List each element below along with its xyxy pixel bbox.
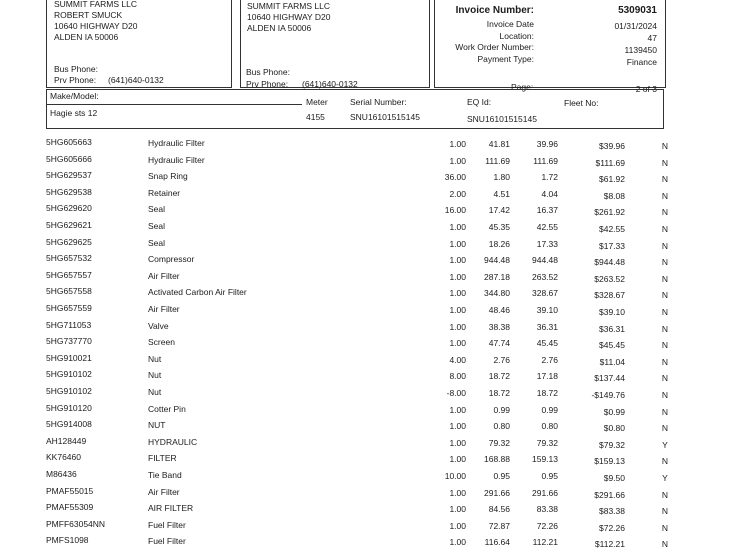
taxable-flag: N (661, 539, 669, 550)
eq-id-label: EQ Id: (467, 97, 492, 107)
quantity: 1.00 (449, 421, 466, 432)
customer-prv-phone-label: Prv Phone: (54, 75, 97, 85)
taxable-flag: N (661, 174, 669, 185)
part-description: Seal (148, 221, 166, 231)
table-row (0, 220, 740, 236)
list-price: 38.38 (488, 321, 510, 332)
quantity: 1.00 (449, 305, 466, 315)
part-number: AH128449 (46, 435, 87, 446)
taxable-flag: N (661, 506, 669, 517)
invoice-number: 5309031 (618, 5, 657, 16)
taxable-flag: N (661, 207, 669, 218)
table-row (0, 137, 740, 153)
ship-to-address: 10640 HIGHWAY D20 (247, 12, 331, 22)
table-row (0, 535, 740, 551)
invoice-number-label: Invoice Number: (455, 5, 534, 16)
part-number: PMFS1098 (46, 535, 89, 546)
table-row (0, 270, 740, 286)
quantity: 1.00 (449, 404, 466, 415)
list-price: 79.32 (488, 437, 510, 448)
part-description: Hydraulic Filter (148, 138, 205, 148)
part-description: Retainer (148, 187, 181, 198)
equipment-divider (46, 104, 302, 105)
part-description: Nut (148, 370, 162, 381)
quantity: 1.00 (449, 487, 466, 498)
taxable-flag: N (661, 456, 669, 467)
make-model-value: Hagie sts 12 (50, 108, 98, 118)
taxable-flag: N (661, 423, 669, 434)
part-description: Seal (148, 237, 166, 248)
table-row (0, 336, 740, 352)
taxable-flag: N (661, 489, 669, 500)
extended-amount: $944.48 (594, 257, 625, 268)
part-number: 5HG657558 (46, 286, 92, 297)
quantity: 1.00 (449, 338, 466, 349)
table-row (0, 187, 740, 203)
net-price: 72.26 (536, 520, 558, 531)
taxable-flag: Y (662, 473, 668, 483)
list-price: 18.26 (488, 238, 510, 249)
quantity: 16.00 (444, 205, 466, 216)
table-row (0, 486, 740, 502)
net-price: 4.04 (541, 188, 558, 199)
part-number: 5HG629538 (46, 186, 92, 197)
part-description: Activated Carbon Air Filter (148, 287, 247, 298)
customer-contact: ROBERT SMUCK (54, 10, 123, 20)
extended-amount: $9.50 (603, 473, 625, 483)
list-price: 944.48 (484, 255, 510, 266)
part-number: 5HG629625 (46, 236, 92, 247)
part-description: Compressor (148, 254, 195, 265)
work-order-number: 1139450 (624, 45, 657, 55)
net-price: 39.10 (536, 305, 558, 315)
quantity: 1.00 (449, 139, 466, 149)
net-price: 83.38 (536, 504, 558, 515)
taxable-flag: N (661, 307, 669, 317)
taxable-flag: N (661, 141, 669, 151)
table-row (0, 386, 740, 402)
net-price: 39.96 (536, 139, 558, 149)
part-number: 5HG737770 (46, 336, 92, 347)
part-description: Hydraulic Filter (148, 154, 205, 165)
net-price: 2.76 (541, 354, 558, 365)
net-price: 159.13 (532, 454, 558, 465)
table-row (0, 170, 740, 186)
ship-to-bus-phone-label: Bus Phone: (246, 67, 290, 77)
quantity: 1.00 (449, 255, 466, 266)
extended-amount: $261.92 (594, 207, 625, 218)
quantity: -8.00 (446, 388, 466, 398)
table-row (0, 237, 740, 253)
quantity: 1.00 (449, 504, 466, 515)
list-price: 0.95 (493, 471, 510, 481)
extended-amount: $72.26 (599, 522, 625, 533)
list-price: 18.72 (488, 371, 510, 382)
net-price: 0.80 (541, 421, 558, 432)
table-row (0, 286, 740, 302)
location-label: Location: (499, 31, 534, 41)
list-price: 48.46 (488, 305, 510, 315)
taxable-flag: N (661, 406, 669, 417)
taxable-flag: N (661, 190, 669, 201)
net-price: 42.55 (536, 222, 558, 232)
extended-amount: $17.33 (599, 240, 625, 251)
part-description: Cotter Pin (148, 403, 186, 414)
quantity: 8.00 (449, 371, 466, 382)
extended-amount: $79.32 (599, 439, 625, 450)
part-description: HYDRAULIC (148, 436, 198, 447)
taxable-flag: N (661, 273, 669, 284)
part-number: 5HG910021 (46, 352, 92, 363)
list-price: 72.87 (488, 520, 510, 531)
invoice-date: 01/31/2024 (614, 21, 657, 31)
extended-amount: $83.38 (599, 506, 625, 517)
part-number: 5HG629621 (46, 220, 92, 230)
net-price: 79.32 (536, 437, 558, 448)
taxable-flag: N (661, 257, 669, 268)
part-number: M86436 (46, 469, 77, 479)
part-number: 5HG605666 (46, 153, 92, 164)
serial-number-value: SNU16101515145 (350, 112, 420, 122)
part-number: 5HG605663 (46, 137, 92, 147)
part-number: 5HG657557 (46, 269, 92, 280)
net-price: 328.67 (532, 288, 558, 299)
list-price: 168.88 (484, 454, 510, 465)
part-description: FILTER (148, 453, 177, 464)
table-row (0, 154, 740, 170)
extended-amount: $328.67 (594, 290, 625, 301)
net-price: 944.48 (532, 255, 558, 266)
meter-label: Meter (306, 97, 328, 107)
table-row (0, 436, 740, 452)
part-description: Air Filter (148, 304, 180, 314)
part-description: Nut (148, 353, 162, 364)
table-row (0, 469, 740, 485)
list-price: 116.64 (484, 537, 510, 548)
extended-amount: $36.31 (599, 323, 625, 334)
list-price: 17.42 (488, 205, 510, 216)
work-order-label: Work Order Number: (455, 42, 534, 52)
quantity: 1.00 (449, 454, 466, 465)
payment-type-label: Payment Type: (477, 54, 534, 64)
list-price: 45.35 (488, 222, 510, 232)
taxable-flag: N (661, 290, 669, 301)
quantity: 36.00 (444, 172, 466, 183)
extended-amount: $263.52 (594, 273, 625, 284)
net-price: 17.18 (536, 371, 558, 382)
ship-to-name: SUMMIT FARMS LLC (247, 1, 330, 11)
fleet-no-label: Fleet No: (564, 98, 599, 108)
part-number: 5HG657559 (46, 303, 92, 313)
list-price: 4.51 (493, 188, 510, 199)
net-price: 1.72 (541, 172, 558, 183)
invoice-date-label: Invoice Date (486, 19, 534, 29)
part-number: 5HG910102 (46, 369, 92, 380)
table-row (0, 419, 740, 435)
table-row (0, 353, 740, 369)
list-price: 18.72 (488, 388, 510, 398)
list-price: 84.56 (488, 504, 510, 515)
extended-amount: $0.99 (603, 406, 625, 417)
quantity: 1.00 (449, 288, 466, 299)
net-price: 263.52 (532, 271, 558, 282)
table-row (0, 320, 740, 336)
extended-amount: $112.21 (594, 539, 625, 550)
table-row (0, 303, 740, 319)
meter-value: 4155 (306, 112, 325, 122)
customer-name: SUMMIT FARMS LLC (54, 0, 137, 9)
part-description: Seal (148, 204, 166, 215)
net-price: 291.66 (532, 487, 558, 498)
quantity: 1.00 (449, 537, 466, 548)
serial-number-label: Serial Number: (350, 97, 407, 107)
extended-amount: $111.69 (595, 157, 625, 168)
table-row (0, 502, 740, 518)
quantity: 4.00 (449, 354, 466, 365)
customer-city: ALDEN IA 50006 (54, 32, 119, 42)
extended-amount: -$149.76 (591, 390, 625, 400)
part-description: Nut (148, 387, 162, 397)
equipment-box (46, 89, 664, 129)
extended-amount: $61.92 (599, 174, 625, 185)
extended-amount: $0.80 (603, 423, 625, 434)
part-description: Tie Band (148, 470, 182, 480)
part-number: 5HG910120 (46, 402, 92, 413)
customer-address: 10640 HIGHWAY D20 (54, 21, 138, 31)
taxable-flag: N (661, 157, 669, 168)
table-row (0, 369, 740, 385)
taxable-flag: N (661, 522, 669, 533)
list-price: 1.80 (493, 172, 510, 183)
ship-to-prv-phone: (641)640-0132 (302, 79, 358, 89)
part-description: Fuel Filter (148, 519, 186, 530)
net-price: 17.33 (536, 238, 558, 249)
net-price: 0.99 (541, 404, 558, 415)
net-price: 111.69 (533, 155, 558, 166)
part-description: Valve (148, 320, 169, 331)
list-price: 2.76 (493, 354, 510, 365)
net-price: 0.95 (541, 471, 558, 481)
part-description: Air Filter (148, 486, 180, 497)
part-number: PMAF55309 (46, 502, 94, 513)
taxable-flag: N (661, 240, 669, 251)
page-label: Page: (511, 82, 534, 92)
quantity: 1.00 (449, 321, 466, 332)
customer-prv-phone: (641)640-0132 (108, 75, 164, 85)
taxable-flag: N (661, 373, 669, 384)
extended-amount: $39.10 (599, 307, 625, 317)
quantity: 2.00 (449, 188, 466, 199)
part-number: PMAF55015 (46, 485, 94, 496)
quantity: 1.00 (449, 222, 466, 232)
quantity: 1.00 (449, 238, 466, 249)
list-price: 291.66 (484, 487, 510, 498)
page-number: 2 of 3 (635, 84, 657, 94)
taxable-flag: Y (662, 439, 668, 450)
payment-type: Finance (626, 57, 657, 67)
part-number: 5HG910102 (46, 386, 92, 396)
quantity: 1.00 (449, 271, 466, 282)
extended-amount: $291.66 (594, 489, 625, 500)
list-price: 0.99 (493, 404, 510, 415)
table-row (0, 203, 740, 219)
taxable-flag: N (661, 323, 669, 334)
ship-to-prv-phone-label: Prv Phone: (246, 79, 289, 89)
part-number: 5HG657532 (46, 253, 92, 264)
part-number: 5HG711053 (46, 319, 92, 330)
part-description: AIR FILTER (148, 503, 194, 514)
list-price: 47.74 (488, 338, 510, 349)
part-description: NUT (148, 420, 166, 431)
taxable-flag: N (661, 390, 669, 400)
part-number: PMFF63054NN (46, 518, 106, 529)
make-model-label: Make/Model: (50, 91, 99, 101)
part-number: 5HG629620 (46, 203, 92, 214)
part-description: Air Filter (148, 270, 180, 281)
part-description: Screen (148, 337, 175, 348)
net-price: 18.72 (536, 388, 558, 398)
taxable-flag: N (661, 224, 669, 234)
quantity: 1.00 (449, 520, 466, 531)
part-number: 5HG629537 (46, 170, 92, 181)
table-row (0, 403, 740, 419)
table-row (0, 253, 740, 269)
taxable-flag: N (661, 356, 669, 367)
extended-amount: $42.55 (599, 224, 625, 234)
table-row (0, 519, 740, 535)
table-row (0, 452, 740, 468)
extended-amount: $11.04 (599, 356, 625, 367)
quantity: 10.00 (444, 471, 466, 481)
net-price: 45.45 (536, 338, 558, 349)
net-price: 16.37 (536, 205, 558, 216)
taxable-flag: N (661, 340, 669, 351)
part-description: Snap Ring (148, 171, 188, 182)
list-price: 111.69 (485, 155, 510, 166)
extended-amount: $8.08 (603, 190, 625, 201)
extended-amount: $45.45 (599, 340, 625, 351)
location-value: 47 (647, 33, 657, 43)
list-price: 41.81 (488, 139, 510, 149)
extended-amount: $39.96 (599, 141, 625, 151)
eq-id-value: SNU16101515145 (467, 114, 537, 124)
customer-bus-phone-label: Bus Phone: (54, 64, 98, 74)
net-price: 112.21 (532, 537, 558, 548)
net-price: 36.31 (536, 321, 558, 332)
part-description: Fuel Filter (148, 536, 186, 547)
extended-amount: $137.44 (594, 373, 625, 384)
ship-to-city: ALDEN IA 50006 (247, 23, 312, 33)
part-number: 5HG914008 (46, 419, 92, 430)
quantity: 1.00 (449, 155, 466, 166)
extended-amount: $159.13 (594, 456, 625, 467)
list-price: 344.80 (484, 288, 510, 299)
part-number: KK76460 (46, 452, 81, 463)
list-price: 0.80 (493, 421, 510, 432)
quantity: 1.00 (449, 437, 466, 448)
list-price: 287.18 (484, 271, 510, 282)
